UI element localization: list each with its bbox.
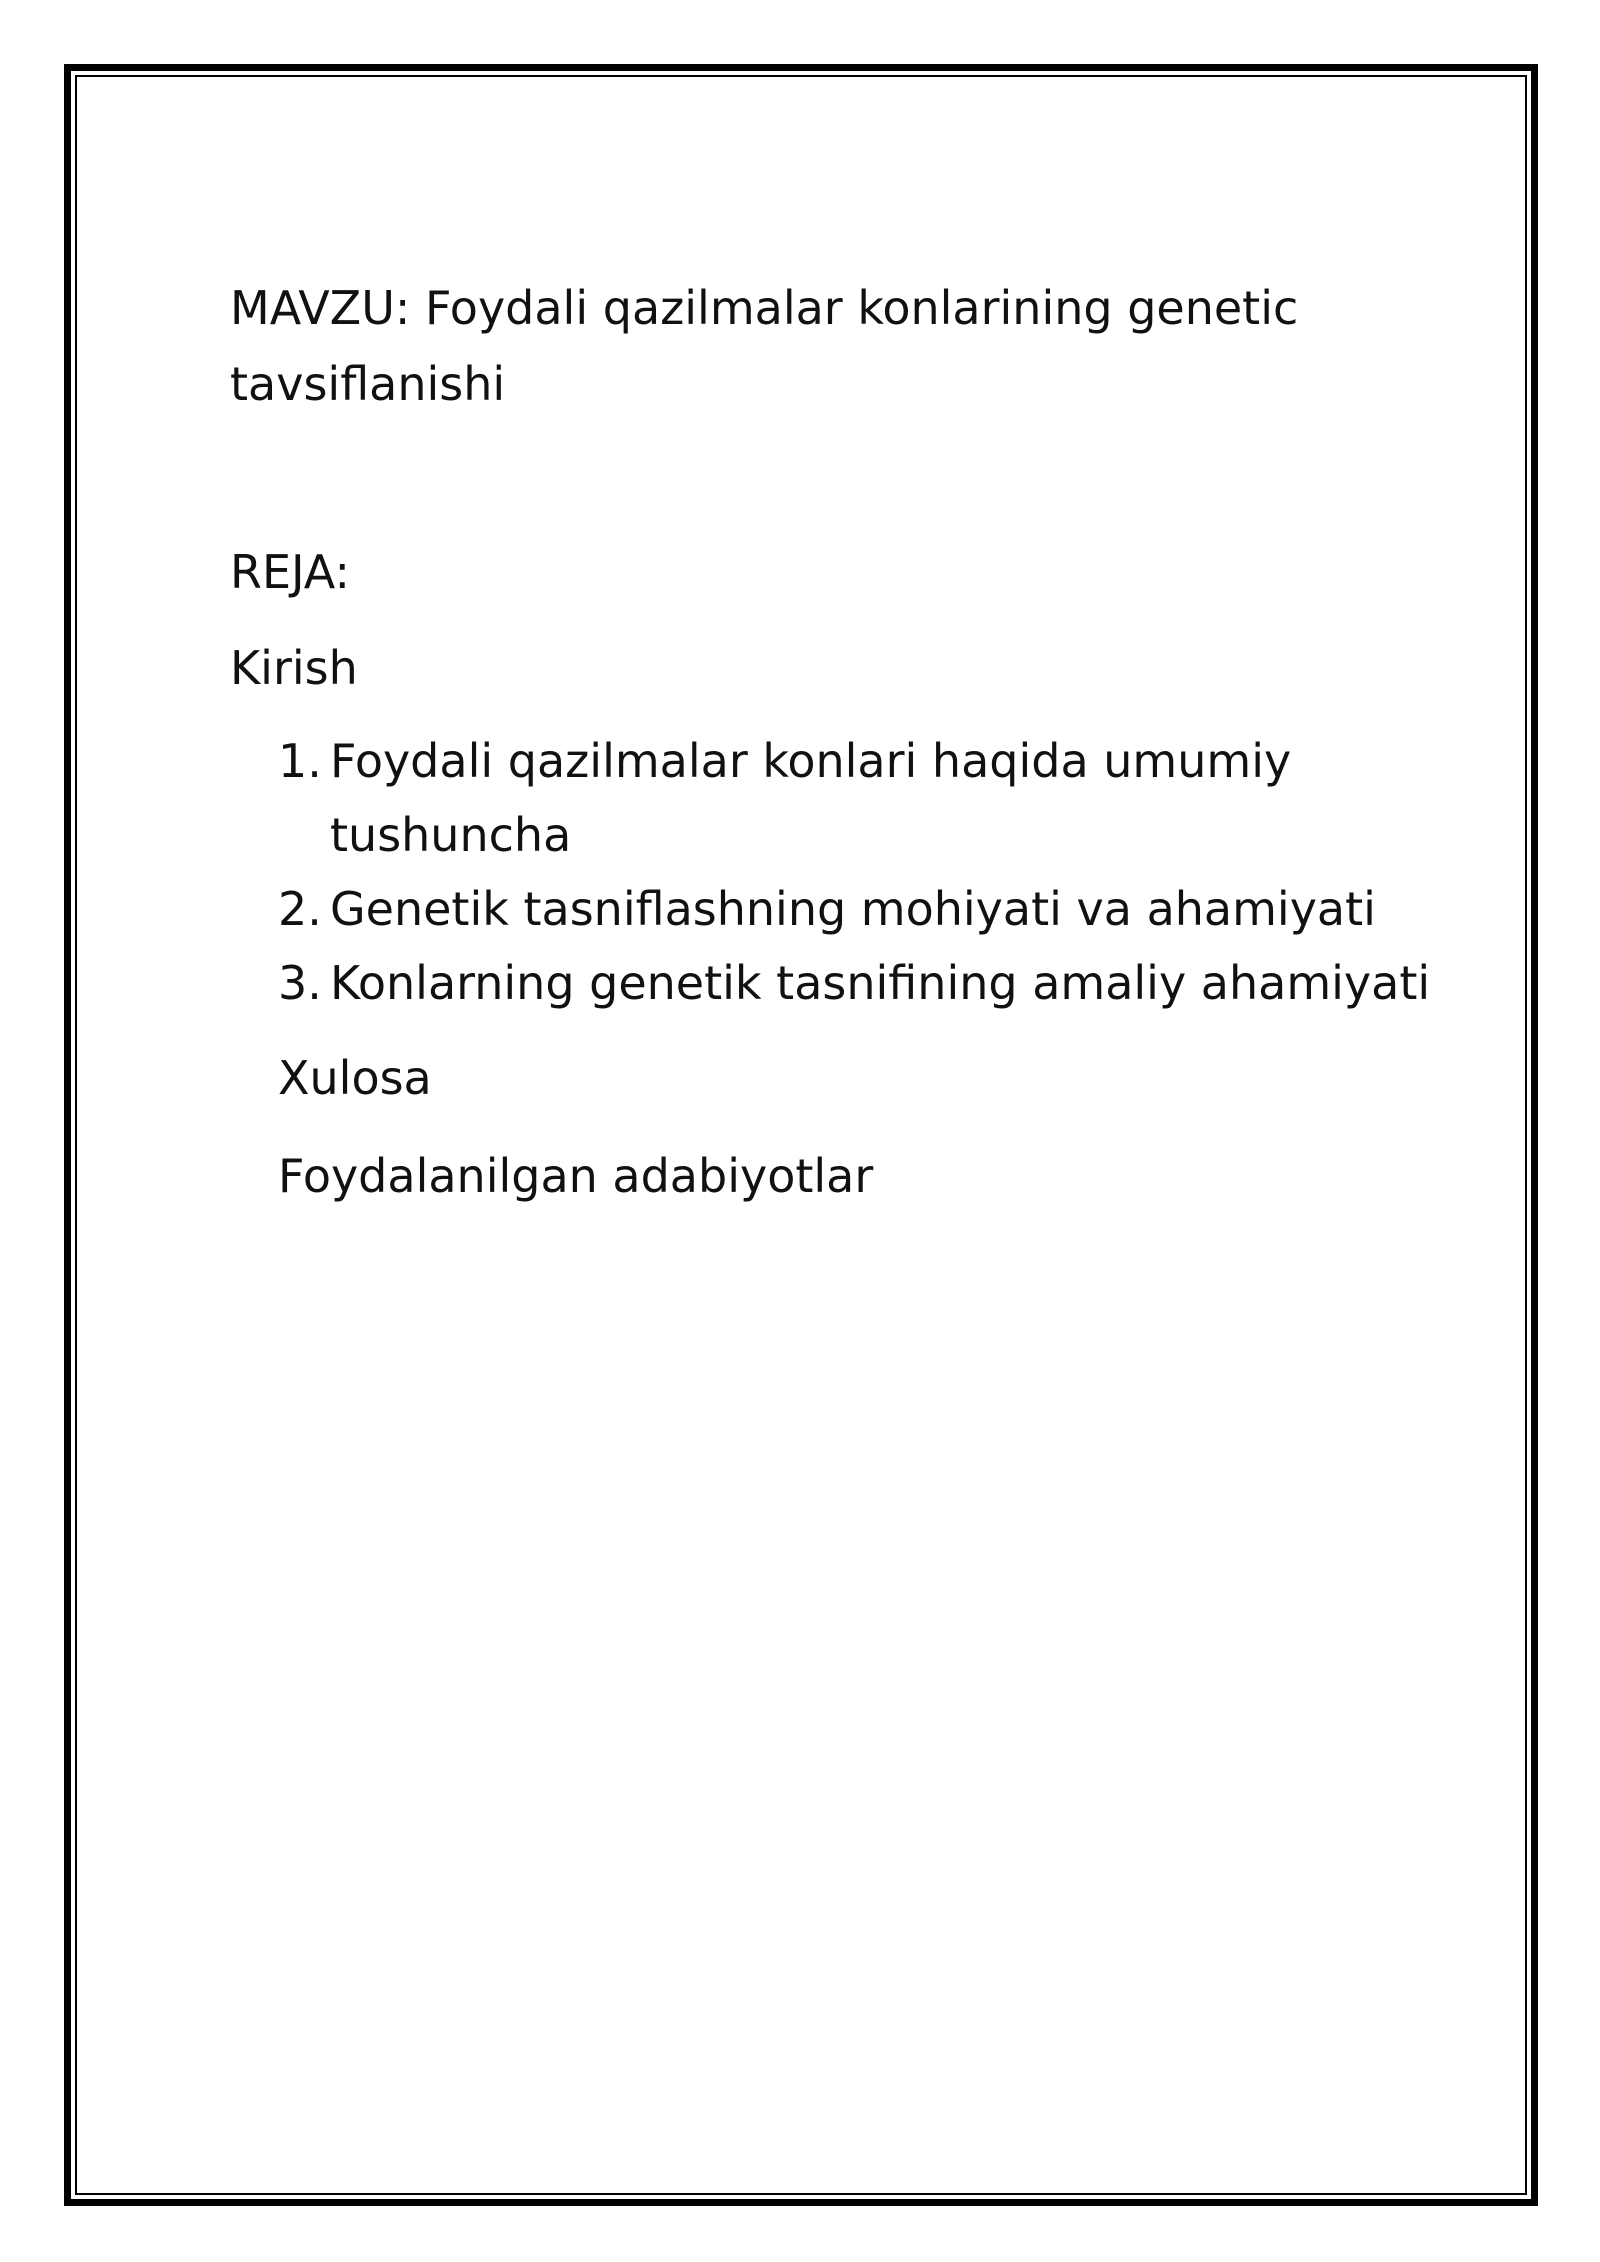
- plan-item-number: 2.: [278, 882, 322, 936]
- plan-item-number: 3.: [278, 956, 322, 1010]
- conclusion-item: Xulosa: [278, 1051, 432, 1105]
- intro-item: Kirish: [230, 641, 358, 695]
- plan-item: [278, 946, 1460, 1020]
- plan-item-text: Konlarning genetik tasnifining amaliy ahamiyati: [330, 956, 1431, 1010]
- plan-item: [278, 872, 1460, 946]
- plan-item-text: Foydali qazilmalar konlari haqida umumiy tushuncha: [330, 734, 1292, 862]
- plan-item-number: 1.: [278, 734, 322, 788]
- plan-item: [278, 724, 1460, 872]
- plan-heading: REJA:: [230, 545, 350, 599]
- document-body: [230, 270, 1460, 1214]
- plan-list: [230, 724, 1460, 1020]
- references-item: Foydalanilgan adabiyotlar: [278, 1149, 874, 1203]
- plan-item-text: Genetik tasniflashning mohiyati va ahamiyati: [330, 882, 1376, 936]
- document-title: MAVZU: Foydali qazilmalar konlarining genetic tavsiflanishi: [230, 281, 1299, 411]
